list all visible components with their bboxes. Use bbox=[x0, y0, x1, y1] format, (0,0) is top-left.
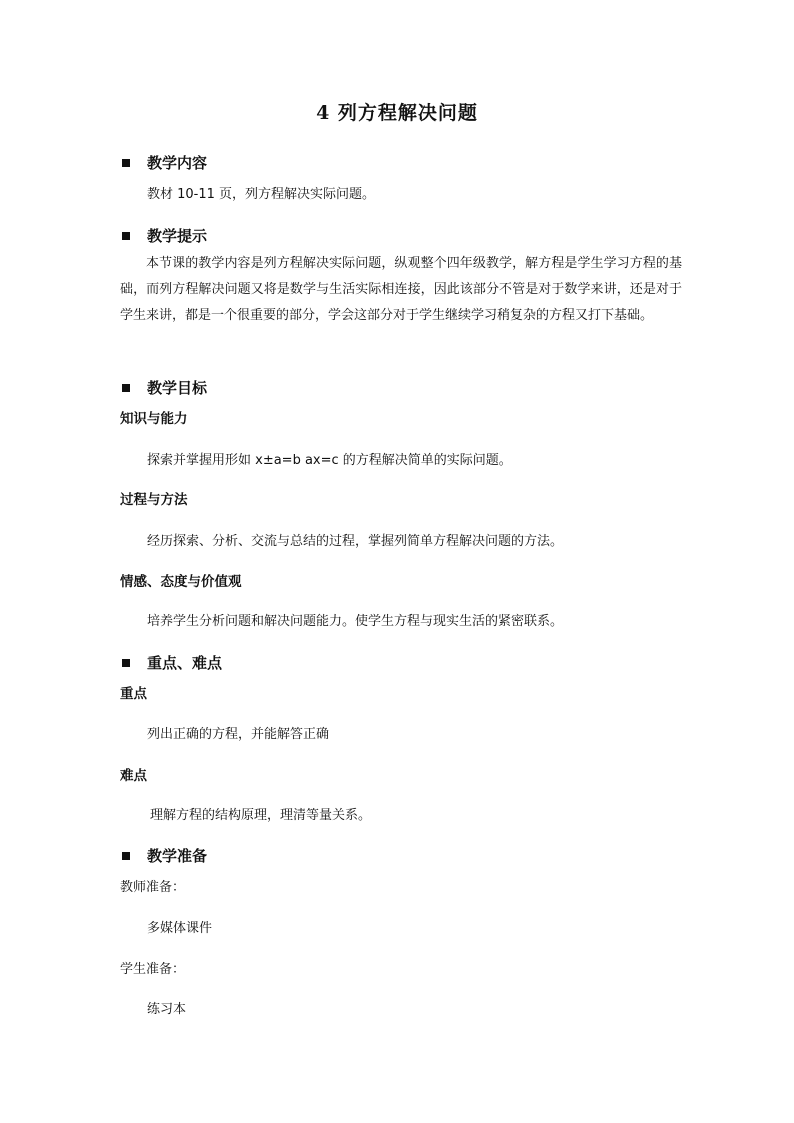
square-bullet-icon bbox=[122, 232, 130, 240]
key-text: 列出正确的方程，并能解答正确 bbox=[147, 727, 330, 742]
teacher-prep-label: 教师准备： bbox=[120, 880, 186, 895]
subheading-difficult: 难点 bbox=[120, 768, 147, 784]
section-heading-key-points-label: 重点、难点 bbox=[147, 654, 223, 672]
section-heading-key-points bbox=[122, 652, 222, 673]
section-heading-goals bbox=[122, 377, 207, 398]
process-text: 经历探索、分析、交流与总结的过程，掌握列简单方程解决问题的方法。 bbox=[147, 534, 564, 549]
student-prep-label: 学生准备： bbox=[120, 962, 186, 977]
subheading-knowledge: 知识与能力 bbox=[120, 411, 188, 427]
student-prep-text: 练习本 bbox=[147, 1002, 187, 1017]
teacher-prep-text: 多媒体课件 bbox=[147, 921, 213, 936]
section-heading-hint bbox=[122, 225, 207, 246]
page-title: 4 列方程解决问题 bbox=[316, 102, 478, 124]
emotion-text: 培养学生分析问题和解决问题能力。使学生方程与现实生活的紧密联系。 bbox=[147, 614, 564, 629]
square-bullet-icon bbox=[122, 852, 130, 860]
section-heading-content-label: 教学内容 bbox=[147, 154, 208, 172]
section-heading-preparation-label: 教学准备 bbox=[147, 847, 208, 865]
section-heading-goals-label: 教学目标 bbox=[147, 379, 208, 397]
section-heading-content bbox=[122, 152, 207, 173]
content-text: 教材 10-11 页，列方程解决实际问题。 bbox=[147, 187, 376, 202]
knowledge-text: 探索并掌握用形如 x±a=b ax=c 的方程解决简单的实际问题。 bbox=[147, 453, 512, 468]
subheading-process: 过程与方法 bbox=[120, 492, 188, 508]
hint-paragraph: 本节课的教学内容是列方程解决实际问题，纵观整个四年级教学，解方程是学生学习方程的基础，而列方程解决问题又将是数学与生活实际相连接，因此该部分不管是对于数学来讲，还是对于学生来讲，都是一个很重要的部分，学会这部分对于学生继续学习稍复杂的方程又打下基础。 bbox=[120, 256, 682, 323]
subheading-emotion: 情感、态度与价值观 bbox=[120, 574, 242, 590]
difficult-text: 理解方程的结构原理，理清等量关系。 bbox=[150, 808, 372, 823]
square-bullet-icon bbox=[122, 159, 130, 167]
square-bullet-icon bbox=[122, 384, 130, 392]
section-heading-preparation bbox=[122, 845, 207, 866]
subheading-key: 重点 bbox=[120, 686, 147, 702]
section-heading-hint-label: 教学提示 bbox=[147, 227, 208, 245]
square-bullet-icon bbox=[122, 659, 130, 667]
